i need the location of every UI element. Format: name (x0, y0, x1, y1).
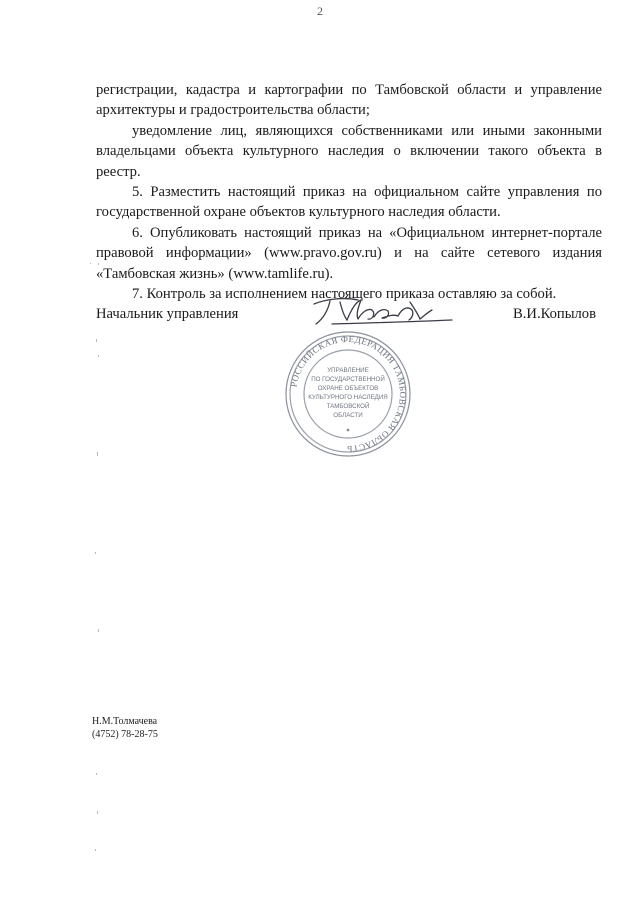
contact-name: Н.М.Толмачева (92, 716, 158, 727)
signer-name: В.И.Копылов (513, 306, 596, 322)
paragraph-item-6: 6. Опубликовать настоящий приказ на «Официальном интернет-портале правовой информации» (www.pravo.gov.ru) и на сайте сетевого издания «Тамбовская жизнь» (www.tamlife.ru). (96, 224, 602, 282)
seal-line-3: ОХРАНЕ ОБЪЕКТОВ (317, 385, 379, 392)
seal-line-6: ОБЛАСТИ (333, 412, 363, 419)
seal-line-1: УПРАВЛЕНИЕ (327, 367, 369, 374)
signer-title: Начальник управления (96, 306, 239, 322)
seal-ring-text: РОССИЙСКАЯ ФЕДЕРАЦИЯ ТАМБОВСКАЯ ОБЛАСТЬ (288, 333, 409, 455)
contact-phone: (4752) 78-28-75 (92, 729, 158, 740)
page-number: 2 (317, 4, 323, 18)
seal-line-4: КУЛЬТУРНОГО НАСЛЕДИЯ (308, 394, 388, 401)
paragraph-item-5: 5. Разместить настоящий приказ на официальном сайте управления по государственной охране объектов культурного наследия области. (96, 184, 602, 221)
seal-line-2: ПО ГОСУДАРСТВЕННОЙ (311, 376, 385, 383)
paragraph-registration-continuation: регистрации, кадастра и картографии по Тамбовской области и управление архитектуры и градостроительства области; (96, 82, 602, 119)
paragraph-owner-notification: уведомление лиц, являющихся собственниками или иными законными владельцами объекта культурного наследия о включении такого объекта в реестр. (96, 122, 602, 180)
seal-line-5: ТАМБОВСКОЙ (326, 403, 370, 410)
paragraph-item-7: 7. Контроль за исполнением настоящего приказа оставляю за собой. (132, 286, 557, 303)
